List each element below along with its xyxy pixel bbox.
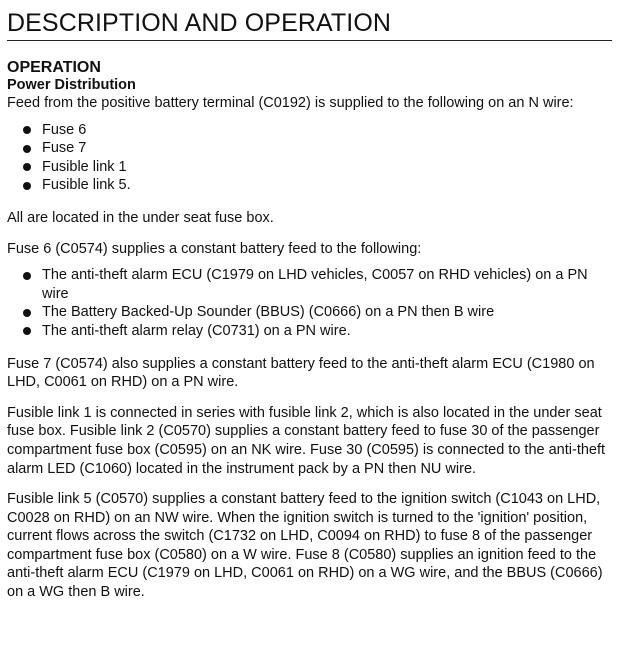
list-item — [7, 176, 612, 195]
page-title: DESCRIPTION AND OPERATION — [7, 0, 612, 41]
list-item-text: The anti-theft alarm ECU (C1979 on LHD vehicles, C0057 on RHD vehicles) on a PN wire — [42, 267, 588, 302]
list-item — [7, 266, 612, 303]
document-page — [7, 0, 612, 602]
bullet-icon — [23, 327, 31, 335]
fusible-link5-paragraph: Fusible link 5 (C0570) supplies a constant battery feed to the ignition switch (C1043 on LHD, C0028 on RHD) on an NW wire. When the ignition switch is turned to the 'ignition' position, current flows across the switch (C1732 on LHD, C0094 on RHD) to fuse 8 of the passenger compartment fuse box (C0580) on a W wire. Fuse 8 (C0580) supplies an ignition feed to the anti-theft alarm ECU (C1979 on LHD, C0061 on RHD) on a WG wire, and the BBUS (C0666) on a WG then B wire. — [7, 491, 603, 601]
bullet-icon — [23, 182, 31, 190]
list-item — [7, 322, 612, 341]
list-item — [7, 158, 612, 177]
bullet-icon — [23, 272, 31, 280]
bullet-icon — [23, 145, 31, 153]
section-heading: OPERATION — [7, 59, 101, 76]
list-item — [7, 121, 612, 140]
list-item-text: Fuse 6 — [42, 121, 87, 138]
list-item — [7, 303, 612, 322]
intro-paragraph: Feed from the positive battery terminal (C0192) is supplied to the following on an N wire: — [7, 95, 574, 111]
list-item-text: Fuse 7 — [42, 140, 87, 157]
fuse6-list — [7, 266, 612, 340]
fusible-link1-paragraph: Fusible link 1 is connected in series with fusible link 2, which is also located in the under seat fuse box. Fusible link 2 (C0570) supplies a constant battery feed to fuse 30 of the passenger compartment fuse box (C0595) on an NK wire. Fuse 30 (C0595) is connected to the anti-theft alarm LED (C1060) located in the instrument pack by a PN then NU wire. — [7, 404, 606, 477]
fuse6-paragraph: Fuse 6 (C0574) supplies a constant battery feed to the following: — [7, 240, 422, 257]
location-paragraph: All are located in the under seat fuse box. — [7, 209, 274, 226]
bullet-icon — [23, 163, 31, 171]
feed-list — [7, 121, 612, 195]
list-item — [7, 139, 612, 158]
bullet-icon — [23, 126, 31, 134]
list-item-text: The anti-theft alarm relay (C0731) on a PN wire. — [42, 322, 351, 339]
list-item-text: The Battery Backed-Up Sounder (BBUS) (C0666) on a PN then B wire — [42, 304, 495, 321]
bullet-icon — [23, 309, 31, 317]
subsection-heading: Power Distribution — [7, 77, 136, 93]
list-item-text: Fusible link 1 — [42, 158, 127, 175]
fuse7-paragraph: Fuse 7 (C0574) also supplies a constant battery feed to the anti-theft alarm ECU (C1980 on LHD, C0061 on RHD) on a PN wire. — [7, 355, 595, 391]
list-item-text: Fusible link 5. — [42, 177, 131, 194]
